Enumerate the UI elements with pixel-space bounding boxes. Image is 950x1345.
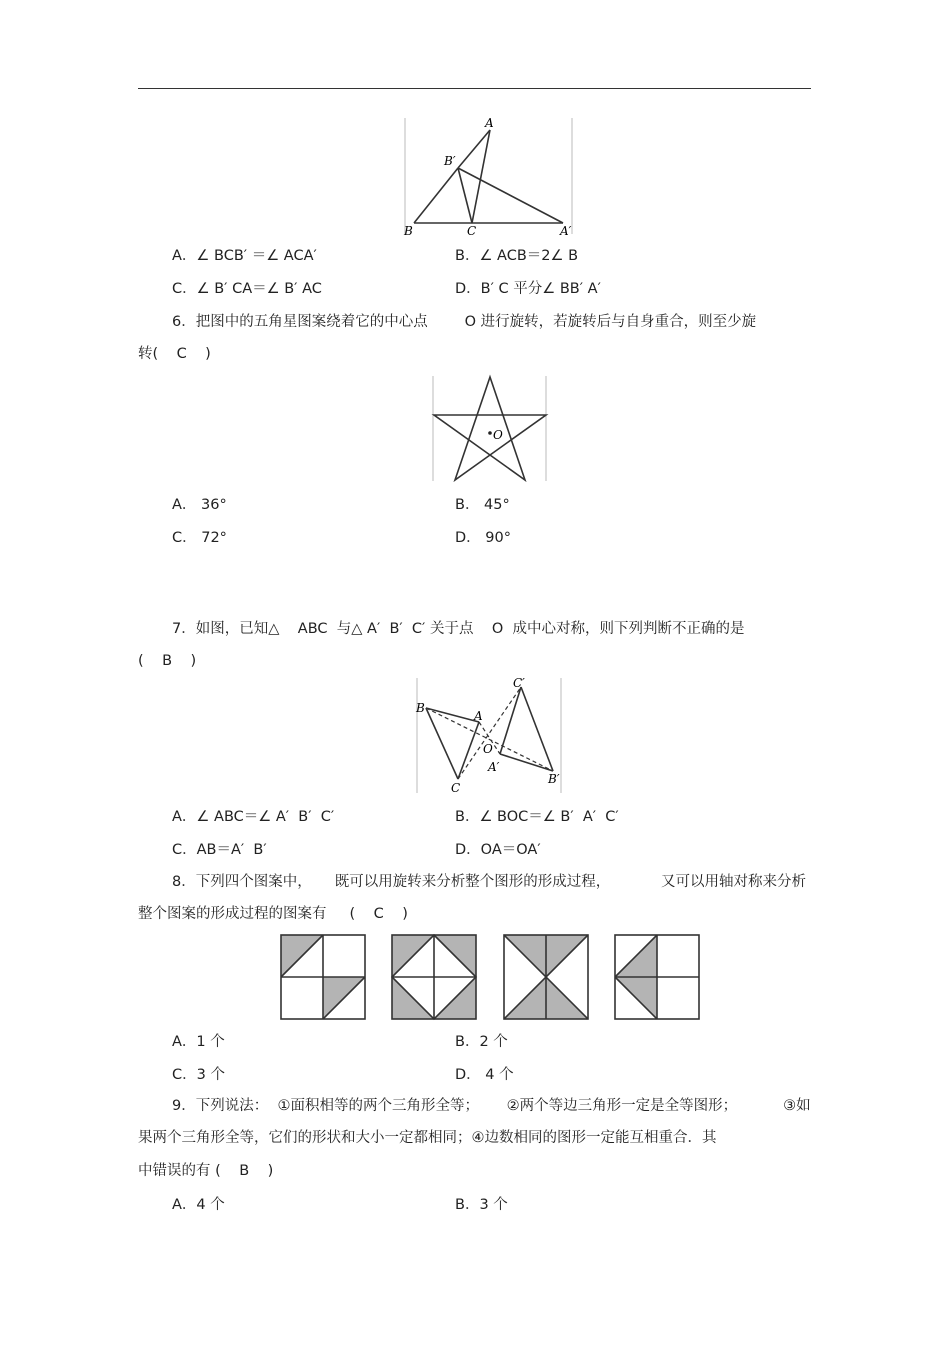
q8-pattern-1 bbox=[279, 933, 367, 1021]
q8-option-a: A．1 个 bbox=[172, 1034, 225, 1050]
q6-stem-line2: 转( C ) bbox=[138, 346, 211, 362]
q5-triangle-figure bbox=[400, 113, 578, 239]
q8-pattern-3 bbox=[502, 933, 590, 1021]
q8-option-b: B．2 个 bbox=[455, 1034, 508, 1050]
q5-label-a-prime: A′ bbox=[560, 224, 572, 238]
q5-label-c: C bbox=[467, 224, 477, 238]
q5-label-a: A bbox=[485, 116, 494, 130]
q6-option-b: B． 45° bbox=[455, 497, 510, 513]
q9-option-a: A．4 个 bbox=[172, 1197, 225, 1213]
q8-option-c: C．3 个 bbox=[172, 1067, 225, 1083]
q5-option-b: B．∠ ACB＝2∠ B bbox=[455, 248, 579, 264]
q9-stem-line2: 果两个三角形全等，它们的形状和大小一定都相同；④边数相同的图形一定能互相重合．其 bbox=[138, 1130, 717, 1146]
q7-symmetry-figure bbox=[413, 675, 568, 797]
q5-option-d: D．B′ C 平分∠ BB′ A′ bbox=[455, 281, 601, 297]
q9-stem-line1: 9．下列说法： ①面积相等的两个三角形全等； ②两个等边三角形一定是全等图形； ③如 bbox=[172, 1098, 811, 1114]
q6-option-a: A． 36° bbox=[172, 497, 227, 513]
q5-label-b: B bbox=[404, 224, 413, 238]
q7-option-d: D．OA＝OA′ bbox=[455, 842, 541, 858]
q9-option-b: B．3 个 bbox=[455, 1197, 508, 1213]
q7-label-c-prime: C′ bbox=[513, 676, 525, 690]
q7-label-c: C bbox=[451, 781, 461, 795]
q7-option-b: B．∠ BOC＝∠ B′ A′ C′ bbox=[455, 809, 619, 825]
q7-stem-line1: 7．如图，已知△ ABC 与△ A′ B′ C′ 关于点 O 成中心对称，则下列判断不正确的是 bbox=[172, 621, 745, 637]
q8-option-d: D． 4 个 bbox=[455, 1067, 514, 1083]
q7-label-b: B bbox=[416, 701, 425, 715]
q7-label-b-prime: B′ bbox=[548, 772, 560, 786]
q8-stem-line2: 整个图案的形成过程的图案有 ( C ) bbox=[138, 906, 408, 922]
q9-stem-line3: 中错误的有 ( B ) bbox=[138, 1163, 274, 1179]
q7-label-a: A bbox=[474, 709, 483, 723]
q5-option-a: A．∠ BCB′ ＝∠ ACA′ bbox=[172, 248, 317, 264]
header-rule bbox=[138, 88, 811, 89]
q7-label-o: O bbox=[483, 742, 493, 756]
q7-option-a: A．∠ ABC＝∠ A′ B′ C′ bbox=[172, 809, 335, 825]
q6-option-c: C． 72° bbox=[172, 530, 227, 546]
q6-star-figure bbox=[430, 373, 550, 485]
q8-stem-line1: 8．下列四个图案中， 既可以用旋转来分析整个图形的形成过程， 又可以用轴对称来分析 bbox=[172, 874, 806, 890]
q7-label-a-prime: A′ bbox=[488, 760, 500, 774]
q5-option-c: C．∠ B′ CA＝∠ B′ AC bbox=[172, 281, 322, 297]
q6-option-d: D． 90° bbox=[455, 530, 511, 546]
q5-label-b-prime: B′ bbox=[444, 154, 456, 168]
q8-pattern-4 bbox=[613, 933, 701, 1021]
q6-center-label: O bbox=[493, 428, 503, 442]
q7-stem-line2: ( B ) bbox=[138, 653, 197, 669]
q7-option-c: C．AB＝A′ B′ bbox=[172, 842, 267, 858]
q8-pattern-2 bbox=[390, 933, 478, 1021]
q6-stem-line1: 6．把图中的五角星图案绕着它的中心点 O 进行旋转，若旋转后与自身重合，则至少旋 bbox=[172, 314, 757, 330]
